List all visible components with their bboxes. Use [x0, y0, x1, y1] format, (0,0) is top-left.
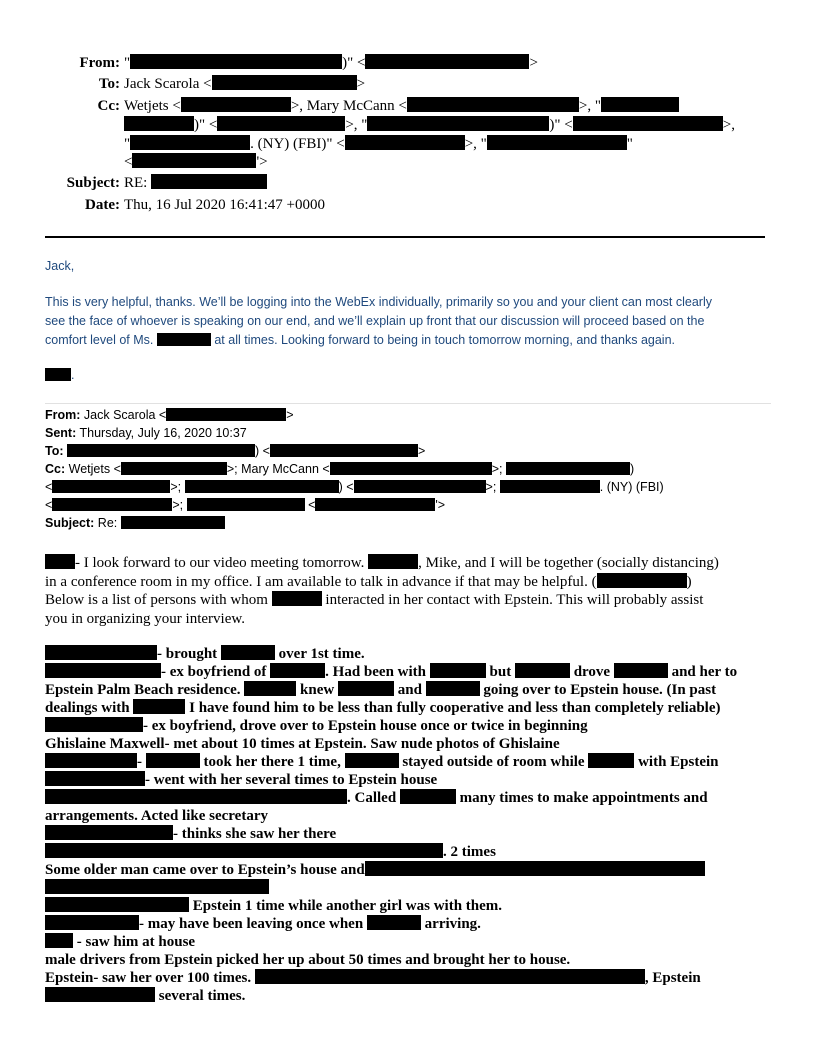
redaction	[272, 591, 322, 606]
redaction	[45, 915, 139, 930]
list-text: and	[397, 682, 422, 698]
reply-line	[45, 331, 775, 350]
cc-text: >, "	[345, 117, 368, 133]
list-item	[45, 681, 737, 699]
body-text: in a conference room in my office. I am available to talk in advance if that may be helpful. (	[45, 573, 597, 590]
list-text: . Called	[347, 790, 397, 806]
body-paragraph	[45, 554, 719, 628]
list-text: took her there 1 time,	[203, 754, 341, 770]
from-text: )" <	[342, 55, 366, 71]
redaction	[121, 516, 225, 529]
list-text: going over to Epstein house. (In past	[483, 682, 717, 698]
fwd-sent-label: Sent:	[45, 426, 77, 440]
redaction	[426, 681, 480, 696]
list-text: knew	[300, 682, 335, 698]
body-line: you in organizing your interview.	[45, 610, 245, 627]
body-text: Below is a list of persons with whom	[45, 592, 268, 608]
redaction	[614, 663, 668, 678]
reply-line: see the face of whoever is speaking on our end, and we’ll explain up front that our discussion will proceed based on the	[45, 314, 705, 328]
redaction	[315, 498, 435, 511]
from-label: From:	[79, 55, 120, 71]
redaction	[367, 915, 421, 930]
list-item	[45, 789, 737, 807]
to-text: >	[356, 76, 366, 92]
redaction	[217, 116, 345, 131]
forward-divider	[45, 403, 771, 404]
list-text: , Epstein	[644, 970, 701, 986]
reply-paragraph	[45, 293, 775, 350]
redaction	[407, 97, 579, 112]
from-text: "	[124, 55, 131, 71]
cc-text: >,	[722, 117, 735, 133]
list-text: - brought	[157, 646, 218, 662]
fwd-text: )	[629, 462, 635, 476]
cc-text: )" <	[194, 117, 218, 133]
subject-text: RE:	[124, 175, 148, 191]
fwd-cc-2	[45, 478, 664, 496]
fwd-text: Wetjets <	[68, 462, 121, 476]
list-text: - ex boyfriend, drove over to Epstein house once or twice in beginning	[143, 718, 588, 734]
redaction	[365, 861, 705, 876]
redaction	[430, 663, 486, 678]
redaction	[121, 462, 227, 475]
fwd-sent-value: Thursday, July 16, 2020 10:37	[79, 426, 247, 440]
redaction	[368, 554, 418, 569]
list-text: Some older man came over to Epstein’s house and	[45, 862, 365, 878]
reply-signature	[45, 366, 775, 385]
list-text: - went with her several times to Epstein house	[145, 772, 438, 788]
redaction	[187, 498, 305, 511]
list-item	[45, 843, 737, 861]
cc-text: )" <	[549, 117, 573, 133]
redaction	[45, 717, 143, 732]
list-item	[45, 825, 737, 843]
fwd-sent	[45, 424, 247, 442]
to-text: Jack Scarola <	[124, 76, 212, 92]
cc-text: "	[626, 136, 633, 152]
list-text: Epstein Palm Beach residence.	[45, 682, 241, 698]
list-item	[45, 663, 737, 681]
redaction	[45, 753, 137, 768]
list-text: several times.	[158, 988, 246, 1004]
cc-text: >, "	[578, 98, 601, 114]
body-text: )	[686, 573, 692, 590]
list-item	[45, 861, 737, 879]
redaction	[52, 480, 170, 493]
list-text: - thinks she saw her there	[173, 826, 337, 842]
list-text: Epstein 1 time while another girl was with them.	[192, 898, 503, 914]
cc-text: <	[124, 154, 133, 170]
fwd-subject-value: Re:	[97, 516, 118, 530]
reply-text: at all times. Looking forward to being in touch tomorrow morning, and thanks again.	[214, 333, 676, 347]
redaction	[365, 54, 529, 69]
fwd-text: <	[45, 498, 53, 512]
redaction	[146, 753, 200, 768]
redaction	[506, 462, 630, 475]
fwd-cc-1	[45, 460, 634, 478]
list-text: I have found him to be less than fully cooperative and less than completely reliable)	[189, 700, 721, 716]
list-item	[45, 933, 737, 951]
redaction	[52, 498, 172, 511]
redaction	[181, 97, 291, 112]
fwd-text: ) <	[255, 444, 270, 458]
fwd-text: <	[45, 480, 53, 494]
redaction	[151, 174, 267, 189]
redaction	[45, 368, 71, 381]
redaction	[221, 645, 275, 660]
subject-label: Subject:	[66, 175, 120, 191]
person-list	[45, 645, 737, 1005]
list-text: Epstein- saw her over 100 times.	[45, 970, 252, 986]
cc-text: . (NY) (FBI)" <	[250, 136, 345, 152]
redaction	[270, 444, 418, 457]
list-text: arriving.	[424, 916, 481, 932]
list-item	[45, 753, 737, 771]
redaction	[515, 663, 570, 678]
cc-text: '>	[256, 154, 268, 170]
list-text: over 1st time.	[278, 646, 365, 662]
reply-line: This is very helpful, thanks. We’ll be logging into the WebEx individually, primarily so you and your client can most clearly	[45, 295, 712, 309]
redaction	[45, 933, 73, 948]
body-line	[45, 554, 719, 573]
redaction	[367, 116, 549, 131]
body-text: interacted in her contact with Epstein. This will probably assist	[325, 592, 704, 608]
list-item	[45, 915, 737, 933]
redaction	[45, 554, 75, 569]
redaction	[270, 663, 325, 678]
fwd-text: <	[308, 498, 316, 512]
redaction	[500, 480, 600, 493]
list-text: - may have been leaving once when	[139, 916, 364, 932]
list-item: male drivers from Epstein picked her up about 50 times and brought her to house.	[45, 952, 571, 968]
fwd-text: >;	[485, 480, 497, 494]
fwd-to-label: To:	[45, 444, 64, 458]
cc-line-4	[124, 153, 268, 172]
list-text: -	[137, 754, 142, 770]
redaction	[345, 753, 399, 768]
redaction	[157, 333, 211, 346]
redaction	[45, 897, 189, 912]
cc-label: Cc:	[97, 98, 120, 114]
redaction	[354, 480, 486, 493]
to-value	[124, 75, 365, 94]
redaction	[601, 97, 679, 112]
list-item: Ghislaine Maxwell- met about 10 times at Epstein. Saw nude photos of Ghislaine	[45, 736, 560, 752]
redaction	[588, 753, 634, 768]
from-text: >	[529, 55, 538, 71]
from-value	[124, 54, 538, 73]
redaction	[45, 663, 161, 678]
redaction	[185, 480, 339, 493]
redaction	[45, 843, 443, 858]
fwd-text: '>	[435, 498, 446, 512]
redaction	[67, 444, 255, 457]
redaction	[255, 969, 645, 984]
redaction	[130, 54, 342, 69]
body-text: - I look forward to our video meeting tomorrow.	[75, 555, 365, 571]
reply-greeting: Jack,	[45, 259, 75, 273]
redaction	[45, 879, 269, 894]
cc-text: >, "	[464, 136, 487, 152]
redaction	[132, 153, 256, 168]
list-item	[45, 771, 737, 789]
list-item	[45, 699, 737, 717]
list-item	[45, 717, 737, 735]
list-text: and her to	[671, 664, 738, 680]
cc-line-1	[124, 97, 679, 116]
fwd-text: >	[417, 444, 426, 458]
fwd-text: >;	[172, 498, 184, 512]
fwd-text: >;	[491, 462, 503, 476]
date-value: Thu, 16 Jul 2020 16:41:47 +0000	[124, 197, 325, 213]
fwd-from	[45, 406, 294, 424]
list-text: . Had been with	[325, 664, 427, 680]
fwd-text: Jack Scarola <	[83, 408, 167, 422]
redaction	[345, 135, 465, 150]
body-line	[45, 591, 719, 610]
redaction	[130, 135, 250, 150]
fwd-text: >;	[170, 480, 182, 494]
fwd-text: ) <	[338, 480, 354, 494]
list-text: stayed outside of room while	[402, 754, 585, 770]
redaction	[244, 681, 296, 696]
subject-value	[124, 174, 267, 193]
redaction	[133, 699, 185, 714]
fwd-subject-label: Subject:	[45, 516, 95, 530]
list-text: . 2 times	[443, 844, 496, 860]
redaction	[45, 825, 173, 840]
fwd-cc-label: Cc:	[45, 462, 66, 476]
list-text: many times to make appointments and	[459, 790, 708, 806]
list-text: - saw him at house	[76, 934, 196, 950]
redaction	[166, 408, 286, 421]
redaction	[338, 681, 394, 696]
body-line	[45, 573, 719, 592]
header-divider	[45, 236, 765, 238]
redaction	[573, 116, 723, 131]
redaction	[124, 116, 194, 131]
fwd-subject	[45, 514, 225, 532]
redaction	[45, 771, 145, 786]
signature-dot: .	[71, 368, 75, 382]
list-item	[45, 897, 737, 915]
redaction	[45, 987, 155, 1002]
list-item	[45, 879, 737, 897]
list-item	[45, 987, 737, 1005]
redaction	[212, 75, 357, 90]
fwd-text: >; Mary McCann <	[226, 462, 330, 476]
body-text: , Mike, and I will be together (socially distancing)	[418, 555, 719, 571]
redaction	[330, 462, 492, 475]
redaction	[487, 135, 627, 150]
date-label: Date:	[85, 197, 120, 213]
fwd-cc-3	[45, 496, 445, 514]
redaction	[45, 789, 347, 804]
cc-text: Wetjets <	[124, 98, 181, 114]
list-text: dealings with	[45, 700, 130, 716]
cc-line-3	[124, 135, 633, 154]
cc-text: >, Mary McCann <	[290, 98, 407, 114]
list-text: drove	[573, 664, 611, 680]
list-item	[45, 645, 737, 663]
redaction	[400, 789, 456, 804]
fwd-text: >	[286, 408, 294, 422]
list-text: but	[489, 664, 512, 680]
list-item: arrangements. Acted like secretary	[45, 808, 268, 824]
list-item	[45, 969, 737, 987]
cc-text: "	[124, 136, 131, 152]
redaction	[45, 645, 157, 660]
list-text: - ex boyfriend of	[161, 664, 267, 680]
reply-text: comfort level of Ms.	[45, 333, 154, 347]
fwd-to	[45, 442, 425, 460]
list-text: with Epstein	[638, 754, 719, 770]
cc-line-2	[124, 116, 735, 135]
to-label: To:	[98, 76, 120, 92]
fwd-text: . (NY) (FBI)	[599, 480, 664, 494]
fwd-from-label: From:	[45, 408, 81, 422]
redaction	[597, 573, 687, 588]
